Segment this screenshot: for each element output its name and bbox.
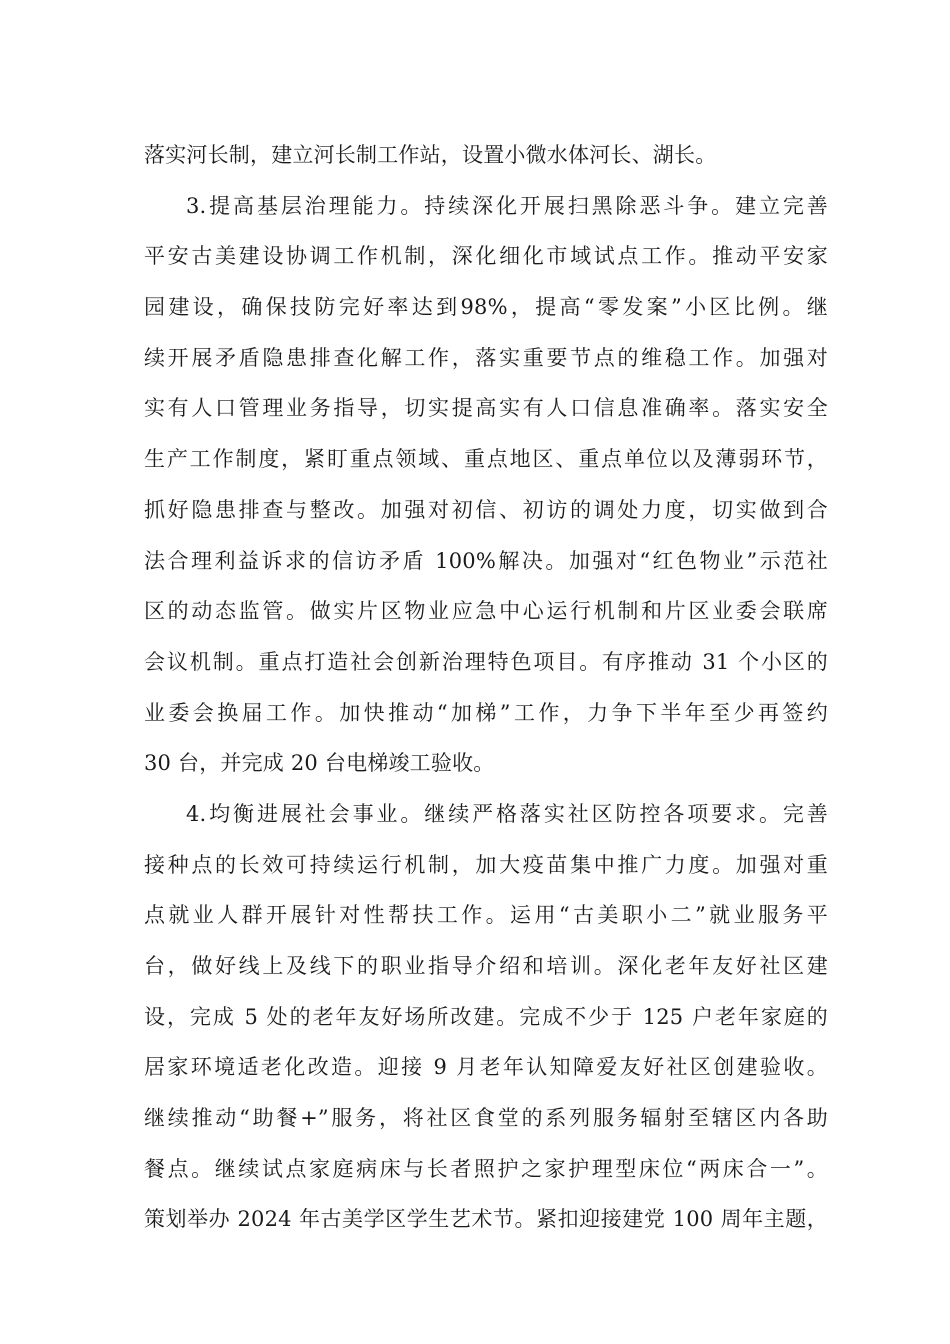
text-line: 抓好隐患排查与整改。加强对初信、初访的调处力度，切实做到合: [144, 497, 828, 522]
text-line: 居家环境适老化改造。迎接 9 月老年认知障爱友好社区创建验收。: [144, 1055, 828, 1080]
text-line: 平安古美建设协调工作机制，深化细化市域试点工作。推动平安家: [144, 244, 828, 269]
text-line: 区的动态监管。做实片区物业应急中心运行机制和片区业委会联席: [144, 599, 828, 624]
document-body: [144, 130, 828, 1245]
text-line: 生产工作制度，紧盯重点领域、重点地区、重点单位以及薄弱环节，: [144, 447, 828, 472]
text-line: 法合理利益诉求的信访矛盾 100%解决。加强对“红色物业”示范社: [144, 548, 828, 573]
text-line: 台，做好线上及线下的职业指导介绍和培训。深化老年友好社区建: [144, 954, 828, 978]
text-line: 园建设，确保技防完好率达到98%，提高“零发案”小区比例。继: [144, 295, 828, 320]
text-line: 策划举办 2024 年古美学区学生艺术节。紧扣迎接建党 100 周年主题，: [144, 1207, 828, 1232]
text-line: 3.提高基层治理能力。持续深化开展扫黑除恶斗争。建立完善: [186, 193, 828, 218]
text-line: 业委会换届工作。加快推动“加梯”工作，力争下半年至少再签约: [144, 700, 828, 725]
text-line: 点就业人群开展针对性帮扶工作。运用“古美职小二”就业服务平: [144, 903, 828, 928]
text-line: 4.均衡进展社会事业。继续严格落实社区防控各项要求。完善: [186, 801, 828, 826]
text-line: 续开展矛盾隐患排查化解工作，落实重要节点的维稳工作。加强对: [144, 345, 828, 370]
text-line: 落实河长制，建立河长制工作站，设置小微水体河长、湖长。: [144, 143, 717, 167]
text-line: 设，完成 5 处的老年友好场所改建。完成不少于 125 户老年家庭的: [144, 1004, 828, 1029]
text-line: 继续推动“助餐+”服务，将社区食堂的系列服务辐射至辖区内各助: [144, 1106, 828, 1131]
text-line: 实有人口管理业务指导，切实提高实有人口信息准确率。落实安全: [144, 396, 828, 421]
text-line: 30 台，并完成 20 台电梯竣工验收。: [144, 751, 495, 776]
text-line: 会议机制。重点打造社会创新治理特色项目。有序推动 31 个小区的: [144, 649, 828, 674]
text-line: 接种点的长效可持续运行机制，加大疫苗集中推广力度。加强对重: [144, 852, 828, 877]
text-line: 餐点。继续试点家庭病床与长者照护之家护理型床位“两床合一”。: [144, 1156, 828, 1181]
